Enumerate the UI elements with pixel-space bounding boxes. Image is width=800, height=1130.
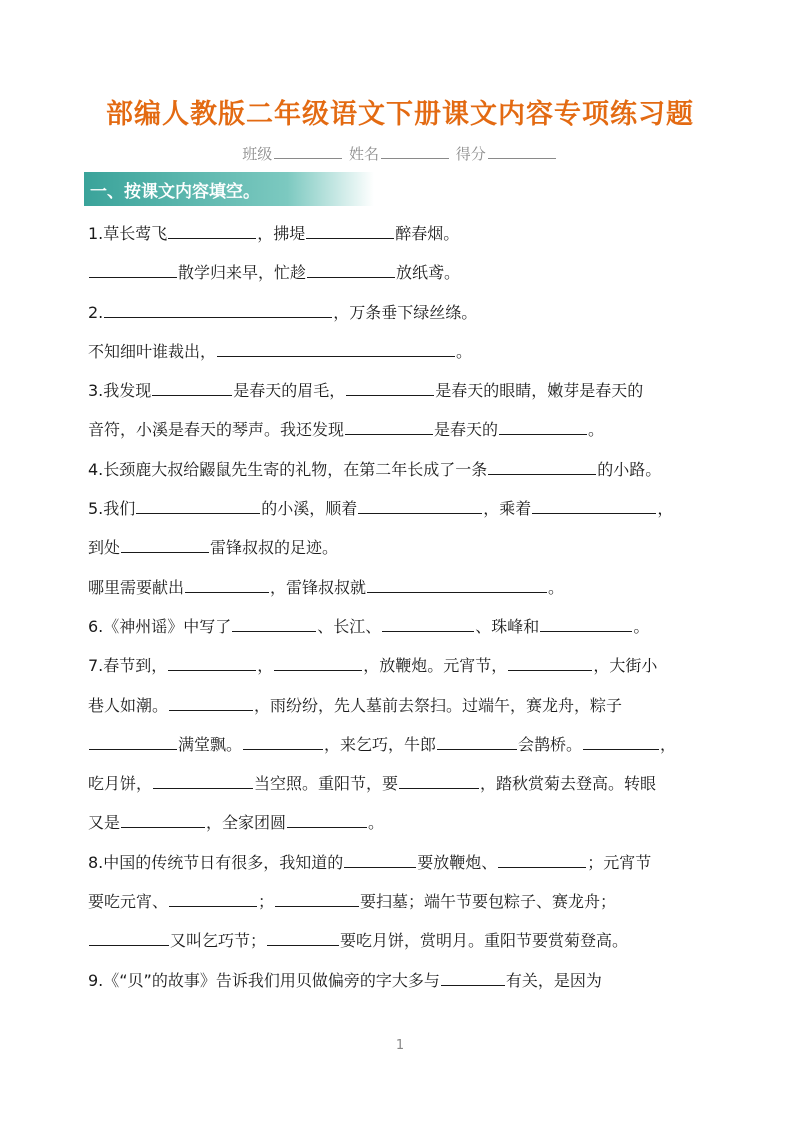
question-text: 。 xyxy=(588,420,605,440)
question-text: 。 xyxy=(368,813,385,833)
question-text: 8.中国的传统节日有很多，我知道的 xyxy=(88,852,344,872)
question-text: 9.《“贝”的故事》告诉我们用贝做偏旁的字大多与 xyxy=(88,970,440,990)
answer-blank[interactable] xyxy=(136,495,260,514)
question-text: 6.《神州谣》中写了 xyxy=(88,616,232,636)
question-text: 7.春节到， xyxy=(88,656,168,676)
answer-blank[interactable] xyxy=(169,888,257,907)
question-text: ；元宵节 xyxy=(587,852,652,872)
answer-blank[interactable] xyxy=(437,731,517,750)
question-text: 会鹊桥。 xyxy=(518,734,583,754)
question-text: 要放鞭炮、 xyxy=(417,852,498,872)
question-text: 、长江、 xyxy=(317,616,382,636)
answer-blank[interactable] xyxy=(168,220,256,239)
answer-blank[interactable] xyxy=(540,613,632,632)
answer-blank[interactable] xyxy=(89,259,177,278)
question-text: 1.草长莺飞 xyxy=(88,224,168,243)
question-line xyxy=(88,293,728,332)
section-header xyxy=(84,172,374,206)
name-blank[interactable] xyxy=(381,144,449,159)
class-label: 班级 xyxy=(242,145,273,163)
question-line xyxy=(88,489,728,528)
answer-blank[interactable] xyxy=(168,652,256,671)
question-line xyxy=(88,410,728,449)
question-text: ，踏秋赏菊去登高。转眼 xyxy=(480,774,657,794)
question-text: 满堂飘。 xyxy=(178,734,243,754)
question-text: ， xyxy=(660,734,677,754)
question-text: ， xyxy=(257,656,274,676)
question-line xyxy=(88,568,728,607)
answer-blank[interactable] xyxy=(488,456,596,475)
question-text: ，全家团圆 xyxy=(206,813,287,833)
question-text: 5.我们 xyxy=(88,499,136,519)
answer-blank[interactable] xyxy=(275,888,359,907)
answer-blank[interactable] xyxy=(307,259,395,278)
question-line xyxy=(88,332,728,371)
question-text: ，拂堤 xyxy=(257,224,306,243)
question-line xyxy=(88,607,728,646)
question-text: ，来乞巧，牛郎 xyxy=(324,734,437,754)
question-text: ，雨纷纷，先人墓前去祭扫。过端午，赛龙舟，粽子 xyxy=(254,695,623,715)
answer-blank[interactable] xyxy=(153,770,253,789)
answer-blank[interactable] xyxy=(499,416,587,435)
question-text: 醉春烟。 xyxy=(395,224,460,243)
question-text: 当空照。重阳节，要 xyxy=(254,774,399,794)
answer-blank[interactable] xyxy=(152,377,232,396)
answer-blank[interactable] xyxy=(185,574,269,593)
question-text: 的小路。 xyxy=(597,459,662,479)
question-line xyxy=(88,961,728,1000)
question-text: 。 xyxy=(633,616,650,636)
question-line xyxy=(88,921,728,960)
score-blank[interactable] xyxy=(488,144,556,159)
question-text: 到处 xyxy=(88,538,121,558)
answer-blank[interactable] xyxy=(306,220,394,239)
answer-blank[interactable] xyxy=(121,534,209,553)
answer-blank[interactable] xyxy=(508,652,592,671)
question-text: 吃月饼， xyxy=(88,774,153,794)
question-text: 的小溪，顺着 xyxy=(261,499,358,519)
question-text: 。 xyxy=(548,577,565,597)
student-info-row xyxy=(0,143,800,164)
question-content xyxy=(88,214,728,1000)
answer-blank[interactable] xyxy=(344,849,416,868)
question-text: 放纸鸢。 xyxy=(396,263,461,283)
question-text: 雷锋叔叔的足迹。 xyxy=(210,538,339,558)
question-text: ，乘着 xyxy=(483,499,532,519)
question-text: 要吃元宵、 xyxy=(88,892,169,912)
answer-blank[interactable] xyxy=(367,574,547,593)
question-text: 散学归来早，忙趁 xyxy=(178,263,307,283)
answer-blank[interactable] xyxy=(169,692,253,711)
answer-blank[interactable] xyxy=(532,495,656,514)
answer-blank[interactable] xyxy=(121,809,205,828)
question-text: 要吃月饼，赏明月。重阳节要赏菊登高。 xyxy=(340,931,629,951)
answer-blank[interactable] xyxy=(382,613,474,632)
answer-blank[interactable] xyxy=(441,967,505,986)
answer-blank[interactable] xyxy=(583,731,659,750)
question-text: 4.长颈鹿大叔给鼹鼠先生寄的礼物，在第二年长成了一条 xyxy=(88,459,488,479)
question-text: 音符，小溪是春天的琴声。我还发现 xyxy=(88,420,345,440)
question-text: ； xyxy=(258,892,275,912)
question-text: 是春天的眼睛，嫩芽是春天的 xyxy=(435,381,644,401)
answer-blank[interactable] xyxy=(104,299,332,318)
question-line xyxy=(88,686,728,725)
answer-blank[interactable] xyxy=(358,495,482,514)
question-text: ，万条垂下绿丝绦。 xyxy=(333,302,478,322)
question-text: 巷人如潮。 xyxy=(88,695,169,715)
question-text: ， xyxy=(657,499,674,519)
question-line xyxy=(88,843,728,882)
answer-blank[interactable] xyxy=(89,731,177,750)
question-line xyxy=(88,528,728,567)
question-line xyxy=(88,882,728,921)
question-line xyxy=(88,803,728,842)
score-label: 得分 xyxy=(455,145,486,163)
answer-blank[interactable] xyxy=(399,770,479,789)
page-title: 部编人教版二年级语文下册课文内容专项练习题 xyxy=(106,99,694,130)
question-text: 有关，是因为 xyxy=(505,970,602,990)
question-text: 是春天的眉毛， xyxy=(233,381,346,401)
question-text: ，大街小 xyxy=(593,656,658,676)
question-line xyxy=(88,450,728,489)
answer-blank[interactable] xyxy=(346,377,434,396)
page-number: 1 xyxy=(395,1038,405,1053)
question-line xyxy=(88,371,728,410)
answer-blank[interactable] xyxy=(498,849,586,868)
question-text: 又是 xyxy=(88,813,121,833)
answer-blank[interactable] xyxy=(267,927,339,946)
answer-blank[interactable] xyxy=(232,613,316,632)
question-text: ，雷锋叔叔就 xyxy=(270,577,367,597)
question-line xyxy=(88,253,728,292)
question-text: 3.我发现 xyxy=(88,381,152,401)
answer-blank[interactable] xyxy=(243,731,323,750)
question-text: 不知细叶谁裁出， xyxy=(88,341,217,361)
name-label: 姓名 xyxy=(348,145,379,163)
question-text: 2. xyxy=(88,302,104,322)
question-text: 、珠峰和 xyxy=(475,616,540,636)
answer-blank[interactable] xyxy=(217,338,455,357)
question-text: 。 xyxy=(456,341,473,361)
section-title: 一、按课文内容填空。 xyxy=(90,182,260,202)
question-text: 是春天的 xyxy=(434,420,499,440)
question-text: 又叫乞巧节； xyxy=(170,931,267,951)
question-text: ，放鞭炮。元宵节， xyxy=(363,656,508,676)
question-line xyxy=(88,725,728,764)
question-line xyxy=(88,214,728,253)
question-line xyxy=(88,764,728,803)
class-blank[interactable] xyxy=(274,144,342,159)
answer-blank[interactable] xyxy=(345,416,433,435)
question-text: 哪里需要献出 xyxy=(88,577,185,597)
question-text: 要扫墓；端午节要包粽子、赛龙舟； xyxy=(360,892,617,912)
answer-blank[interactable] xyxy=(287,809,367,828)
answer-blank[interactable] xyxy=(274,652,362,671)
answer-blank[interactable] xyxy=(89,927,169,946)
question-line xyxy=(88,646,728,685)
